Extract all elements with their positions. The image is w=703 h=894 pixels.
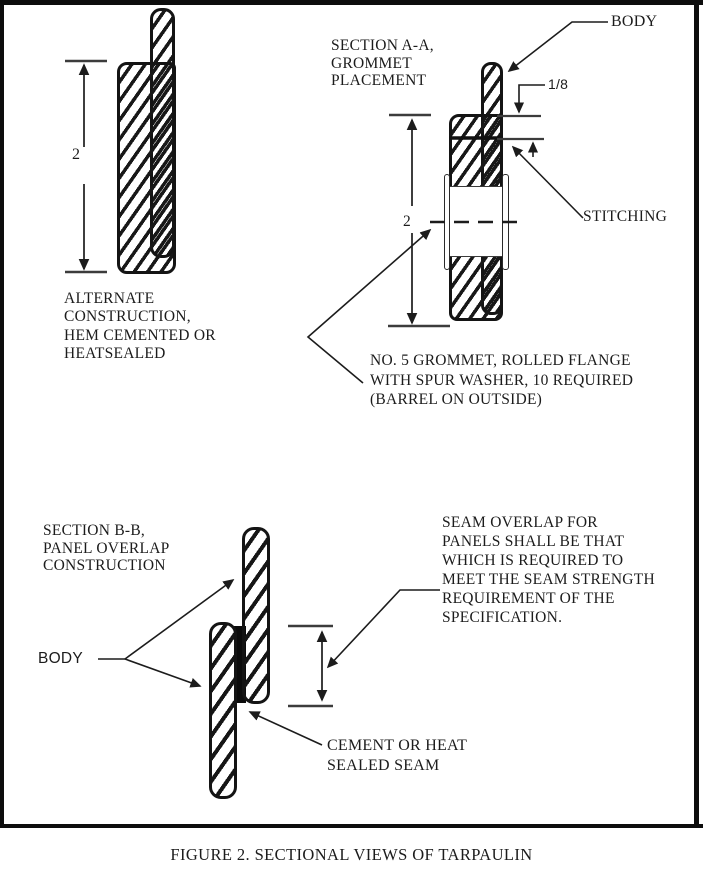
fig3-seam-note-leader <box>328 590 440 667</box>
fig2-offset-label: 1/8 <box>548 76 569 92</box>
fig3-upper-panel-bar <box>242 527 270 704</box>
fig2-title: SECTION A-A, GROMMET PLACEMENT <box>331 37 434 90</box>
fig2-grommet-flange-left <box>444 174 451 270</box>
fig1-dimension-label: 2 <box>72 146 81 163</box>
fig3-cement-note: CEMENT OR HEAT SEALED SEAM <box>327 737 468 774</box>
fig2-hem-edge-ticks <box>497 116 544 139</box>
fig3-lower-panel-bar <box>209 622 237 799</box>
fig2-grommet-barrel <box>450 186 502 257</box>
fig2-body-leader <box>509 22 608 71</box>
fig1-hem-fabric-bar <box>117 62 176 274</box>
frame-right-border <box>694 0 699 828</box>
frame-top-border <box>0 0 703 5</box>
fig3-seam-note: SEAM OVERLAP FOR PANELS SHALL BE THAT WHICH IS REQUIRED TO MEET THE SEAM STRENGTH REQUIREMENT OF THE SPECIFICATION. <box>442 514 655 626</box>
fig2-grommet-flange-right <box>502 174 509 270</box>
fig2-stitching-leader <box>513 147 583 218</box>
fig2-dimension-label: 2 <box>403 213 411 230</box>
fig1-dimension-ticks <box>65 61 107 272</box>
fig2-offset-dimension <box>519 85 545 157</box>
fig1-note: ALTERNATE CONSTRUCTION, HEM CEMENTED OR HEATSEALED <box>64 290 216 362</box>
fig2-grommet-note: NO. 5 GROMMET, ROLLED FLANGE WITH SPUR WASHER, 10 REQUIRED (BARREL ON OUTSIDE) <box>370 352 634 409</box>
figure-caption: FIGURE 2. SECTIONAL VIEWS OF TARPAULIN <box>170 845 533 864</box>
fig3-dimension-ticks <box>288 626 333 706</box>
fig2-body-label: BODY <box>611 13 658 30</box>
fig3-body-label: BODY <box>38 650 83 667</box>
fig3-cement-leader <box>250 712 322 745</box>
fig2-dimension-ticks <box>388 115 450 326</box>
fig3-title: SECTION B-B, PANEL OVERLAP CONSTRUCTION <box>43 522 170 575</box>
fig2-stitching-label: STITCHING <box>583 208 668 225</box>
frame-left-border <box>0 0 4 828</box>
frame-bottom-rule <box>0 824 703 828</box>
